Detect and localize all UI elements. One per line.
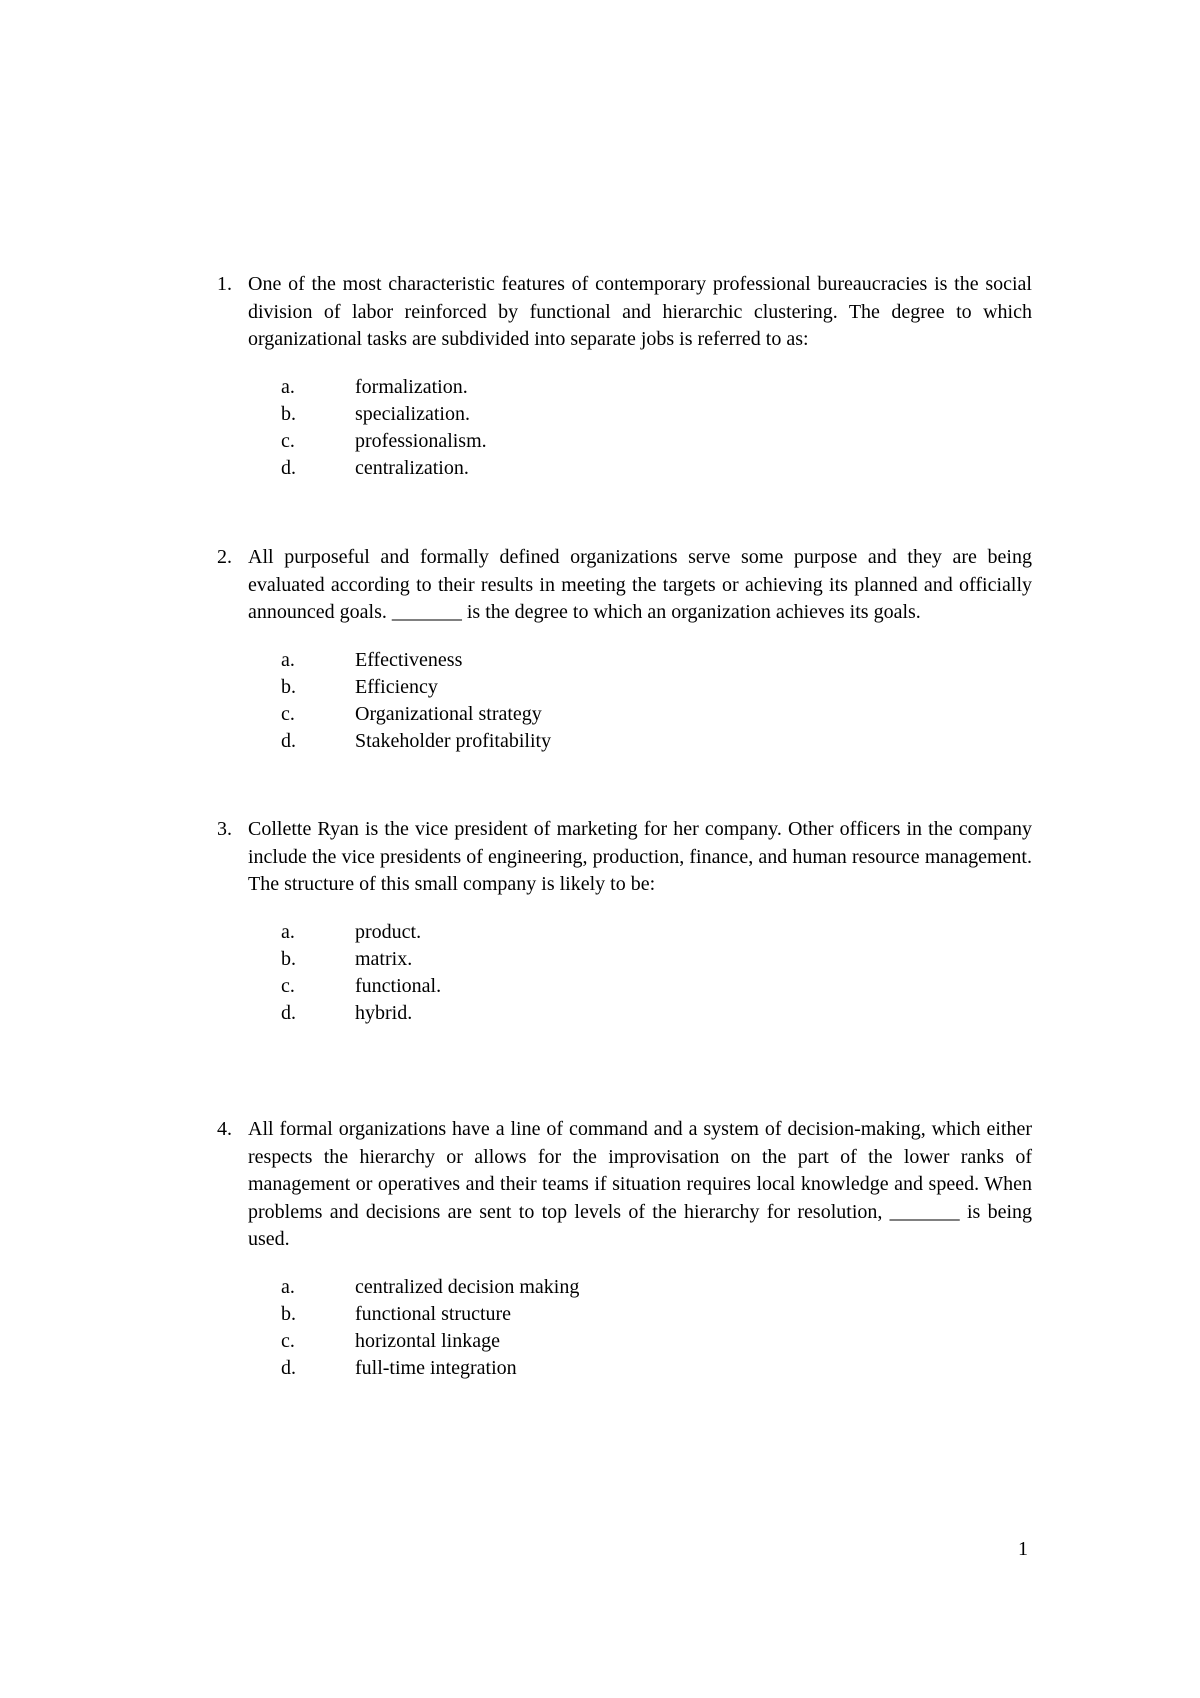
option-text: hybrid. — [355, 1002, 413, 1025]
option-letter: c. — [281, 1329, 295, 1352]
option-text: product. — [355, 920, 422, 943]
option-text: Efficiency — [355, 675, 438, 698]
question-number: 2. — [217, 546, 232, 568]
option-text: matrix. — [355, 947, 413, 970]
question-text: All formal organizations have a line of command and a system of decision-making, which either respects the hierarchy or allows for the improvisation on the part of the lower ranks of management or operatives and their teams if situation requires local knowledge and speed. When problems and decisions are sent to top levels of the hierarchy for resolution, _______ is being used. — [248, 1118, 1032, 1250]
option-letter: b. — [281, 675, 296, 698]
option-letter: d. — [281, 1002, 296, 1025]
answer-options — [217, 1274, 1032, 1383]
answer-option — [217, 946, 1032, 973]
option-letter: b. — [281, 402, 296, 425]
option-letter: c. — [281, 429, 295, 452]
option-text: specialization. — [355, 402, 470, 425]
page-number: 1 — [1018, 1538, 1028, 1560]
option-text: horizontal linkage — [355, 1329, 500, 1352]
question-number: 4. — [217, 1118, 232, 1140]
option-text: Effectiveness — [355, 648, 463, 671]
answer-options — [217, 919, 1032, 1028]
answer-option — [217, 1328, 1032, 1355]
answer-option — [217, 1000, 1032, 1027]
answer-options — [217, 647, 1032, 756]
answer-option — [217, 401, 1032, 428]
question-text: One of the most characteristic features of contemporary professional bureaucracies is the social division of labor reinforced by functional and hierarchic clustering. The degree to which organizational tasks are subdivided into separate jobs is referred to as: — [248, 273, 1032, 350]
option-letter: a. — [281, 1275, 295, 1298]
option-letter: c. — [281, 974, 295, 997]
option-letter: b. — [281, 947, 296, 970]
answer-option — [217, 455, 1032, 482]
option-letter: d. — [281, 457, 296, 480]
question-2 — [217, 544, 1032, 755]
option-text: centralization. — [355, 457, 469, 480]
option-text: full-time integration — [355, 1357, 517, 1380]
question-number: 1. — [217, 273, 232, 295]
answer-option — [217, 701, 1032, 728]
answer-option — [217, 374, 1032, 401]
question-3 — [217, 816, 1032, 1027]
answer-option — [217, 647, 1032, 674]
option-text: functional. — [355, 974, 442, 997]
answer-option — [217, 1355, 1032, 1382]
answer-option — [217, 1301, 1032, 1328]
question-text: Collette Ryan is the vice president of marketing for her company. Other officers in the company include the vice presidents of engineering, production, finance, and human resource management. The structure of this small company is likely to be: — [248, 818, 1032, 895]
option-letter: d. — [281, 1357, 296, 1380]
option-text: centralized decision making — [355, 1275, 580, 1298]
option-text: functional structure — [355, 1302, 512, 1325]
question-text: All purposeful and formally defined organizations serve some purpose and they are being evaluated according to their results in meeting the targets or achieving its planned and officially announced goals. _______ is the degree to which an organization achieves its goals. — [248, 546, 1032, 623]
question-number: 3. — [217, 818, 232, 840]
answer-option — [217, 728, 1032, 755]
question-1 — [217, 271, 1032, 482]
answer-option — [217, 674, 1032, 701]
answer-option — [217, 1274, 1032, 1301]
option-letter: b. — [281, 1302, 296, 1325]
option-letter: a. — [281, 375, 295, 398]
option-letter: a. — [281, 648, 295, 671]
option-text: professionalism. — [355, 429, 487, 452]
question-4 — [217, 1116, 1032, 1382]
option-text: Stakeholder profitability — [355, 730, 552, 753]
option-text: Organizational strategy — [355, 702, 542, 725]
answer-option — [217, 428, 1032, 455]
answer-option — [217, 973, 1032, 1000]
answer-option — [217, 919, 1032, 946]
option-text: formalization. — [355, 375, 468, 398]
option-letter: d. — [281, 730, 296, 753]
option-letter: c. — [281, 702, 295, 725]
answer-options — [217, 374, 1032, 483]
option-letter: a. — [281, 920, 295, 943]
